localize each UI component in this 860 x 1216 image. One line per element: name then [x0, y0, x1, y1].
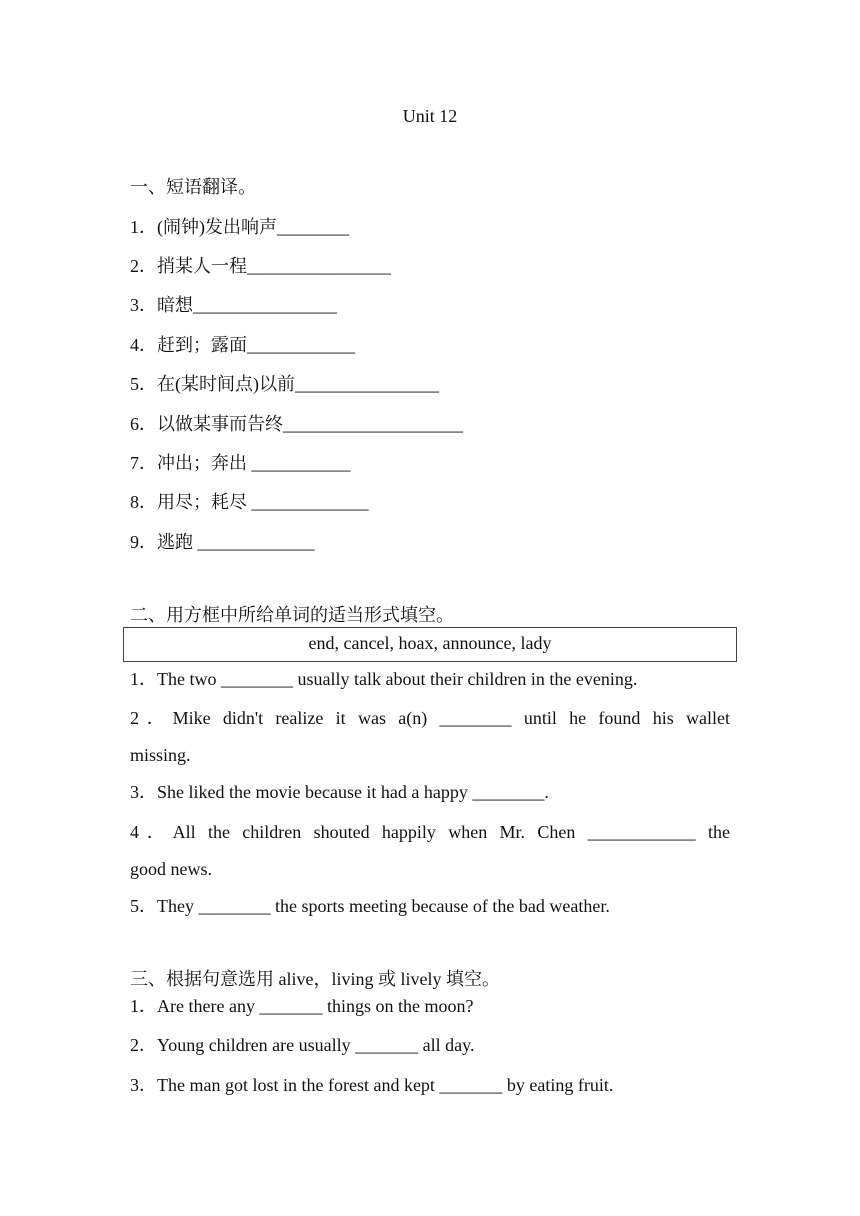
section2-item-1: 1．The two ________ usually talk about their children in the evening. [130, 669, 638, 689]
section1-item-6: 6．以做某事而告终____________________ [130, 414, 463, 434]
section3-item-1: 1．Are there any _______ things on the moon? [130, 996, 474, 1016]
section1-heading: 一、短语翻译。 [130, 177, 256, 197]
section2-item-4: 4．All the children shouted happily when Mr. Chen ____________ the [130, 822, 730, 842]
section3-item-3: 3．The man got lost in the forest and kept _______ by eating fruit. [130, 1075, 614, 1095]
section1-item-5: 5．在(某时间点)以前________________ [130, 374, 439, 394]
word-box [123, 627, 737, 662]
section3-item-2: 2．Young children are usually _______ all day. [130, 1035, 475, 1055]
section1-item-9: 9．逃跑 _____________ [130, 532, 315, 552]
page-title: Unit 12 [402, 106, 458, 126]
section1-item-8: 8．用尽；耗尽 _____________ [130, 492, 369, 512]
section2-heading: 二、用方框中所给单词的适当形式填空。 [130, 605, 454, 625]
section2-item-2: 2．Mike didn't realize it was a(n) ________ until he found his wallet [130, 708, 730, 728]
section1-item-2: 2．捎某人一程________________ [130, 256, 391, 276]
section2-item-4-continued: good news. [130, 859, 212, 879]
section1-item-7: 7．冲出；奔出 ___________ [130, 453, 351, 473]
section2-item-5: 5．They ________ the sports meeting because of the bad weather. [130, 896, 610, 916]
section1-item-1: 1．(闹钟)发出响声________ [130, 217, 349, 237]
section2-item-2-continued: missing. [130, 745, 191, 765]
section1-item-3: 3．暗想________________ [130, 295, 337, 315]
section2-item-3: 3．She liked the movie because it had a happy ________. [130, 782, 549, 802]
section1-item-4: 4．赶到；露面____________ [130, 335, 355, 355]
word-box-text: end, cancel, hoax, announce, lady [308, 633, 552, 653]
section3-heading: 三、根据句意选用 alive，living 或 lively 填空。 [130, 969, 500, 989]
